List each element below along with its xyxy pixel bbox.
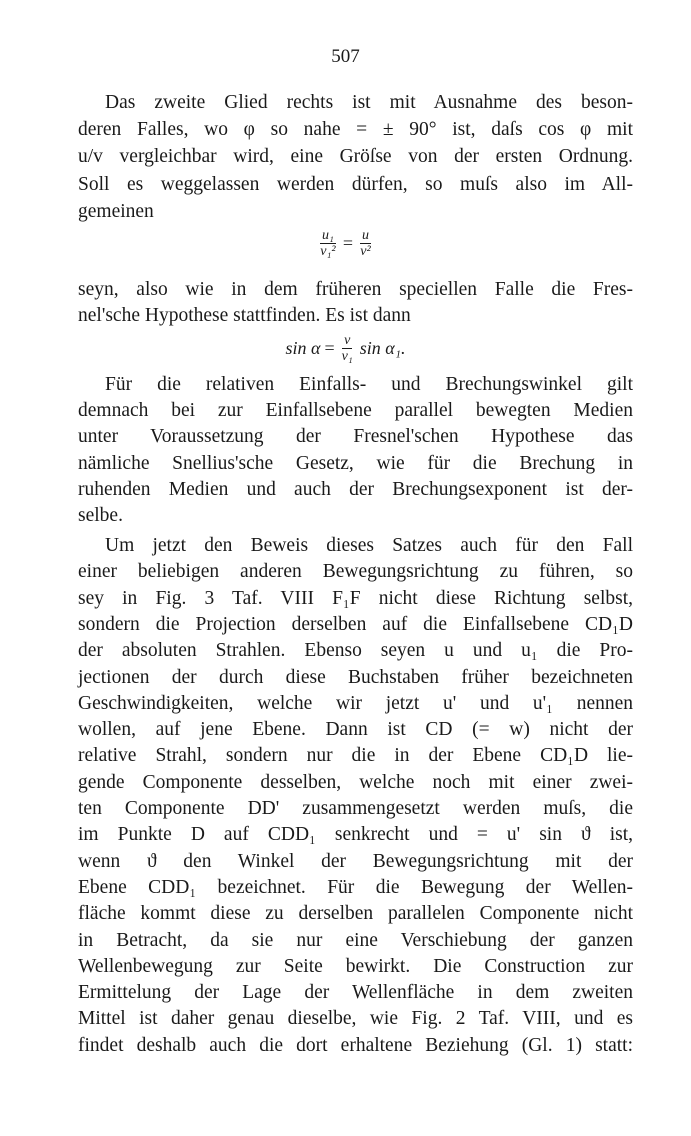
text-line: sondern die Projection derselben auf die Einfallsebene CD₁D [78, 613, 633, 635]
text-line: Mittel ist daher genau dieselbe, wie Fig. 2 Taf. VIII, und es [78, 1008, 633, 1030]
formula-velocity-ratio [0, 228, 691, 259]
equals-sign: = [342, 233, 354, 253]
numerator: v [344, 333, 351, 348]
text-line: seyn, also wie in dem früheren speciellen Falle die Fres- [78, 279, 633, 300]
formula-lhs: sin α [285, 338, 321, 358]
fraction-rhs [360, 228, 371, 259]
formula-sine-law [0, 333, 691, 364]
denominator: v₁ [341, 349, 353, 364]
text-line: nel'sche Hypothese stattfinden. Es ist dann [78, 305, 411, 326]
text-line: Ermittelung der Lage der Wellenfläche in dem zweiten [78, 982, 633, 1004]
formula-rhs: sin α₁. [359, 338, 406, 358]
text-line: relative Strahl, sondern nur die in der Ebene CD₁D lie- [78, 745, 633, 767]
text-line: wenn ϑ den Winkel der Bewegungsrichtung mit der [78, 850, 633, 872]
text-line: in Betracht, da sie nur eine Verschiebung der ganzen [78, 929, 633, 951]
text-line: der absoluten Strahlen. Ebenso seyen u und u₁ die Pro- [78, 640, 633, 662]
text-line: fläche kommt diese zu derselben parallelen Componente nicht [78, 903, 633, 925]
text-line: Ebene CDD₁ bezeichnet. Für die Bewegung der Wellen- [78, 876, 633, 898]
text-line: u/v vergleichbar wird, eine Gröſse von der ersten Ordnung. [78, 146, 633, 168]
text-line: wollen, auf jene Ebene. Dann ist CD (= w) nicht der [78, 719, 633, 741]
fraction [342, 333, 353, 364]
denominator: v₁² [320, 244, 336, 259]
text-line: Das zweite Glied rechts ist mit Ausnahme des beson- [105, 92, 633, 113]
text-line: demnach bei zur Einfallsebene parallel bewegten Medien [78, 400, 633, 422]
text-line: ruhenden Medien und auch der Brechungsexponent ist der- [78, 478, 633, 500]
numerator: u₁ [321, 228, 334, 243]
text-line: jectionen der durch diese Buchstaben früher bezeichneten [78, 666, 633, 688]
text-line: im Punkte D auf CDD₁ senkrecht und = u' sin ϑ ist, [78, 824, 633, 846]
text-line: Wellenbewegung zur Seite bewirkt. Die Construction zur [78, 955, 633, 977]
text-line: deren Falles, wo φ so nahe = ± 90° ist, daſs cos φ mit [78, 119, 633, 141]
text-line: gemeinen [78, 200, 154, 222]
text-line: Geschwindigkeiten, welche wir jetzt u' und u'₁ nennen [78, 692, 633, 714]
numerator: u [362, 228, 370, 243]
text-line: selbe. [78, 505, 123, 526]
text-line: unter Voraussetzung der Fresnel'schen Hypothese das [78, 426, 633, 448]
text-line: Um jetzt den Beweis dieses Satzes auch für den Fall [105, 535, 633, 556]
equals-sign: = [324, 338, 335, 358]
text-line: sey in Fig. 3 Taf. VIII F₁F nicht diese Richtung selbst, [78, 587, 633, 609]
text-line: einer beliebigen anderen Bewegungsrichtung zu führen, so [78, 561, 633, 583]
text-line: findet deshalb auch die dort erhaltene Beziehung (Gl. 1) statt: [78, 1034, 633, 1056]
fraction-lhs [320, 228, 336, 259]
denominator: v² [360, 244, 371, 259]
text-line: nämliche Snellius'sche Gesetz, wie für die Brechung in [78, 452, 633, 474]
page-number: 507 [331, 46, 360, 67]
text-line: ten Componente DD' zusammengesetzt werden muſs, die [78, 798, 633, 819]
text-line: Für die relativen Einfalls- und Brechungswinkel gilt [105, 374, 633, 395]
text-line: Soll es weggelassen werden dürfen, so muſs also im All- [78, 173, 633, 195]
text-line: gende Componente desselben, welche noch mit einer zwei- [78, 771, 633, 793]
